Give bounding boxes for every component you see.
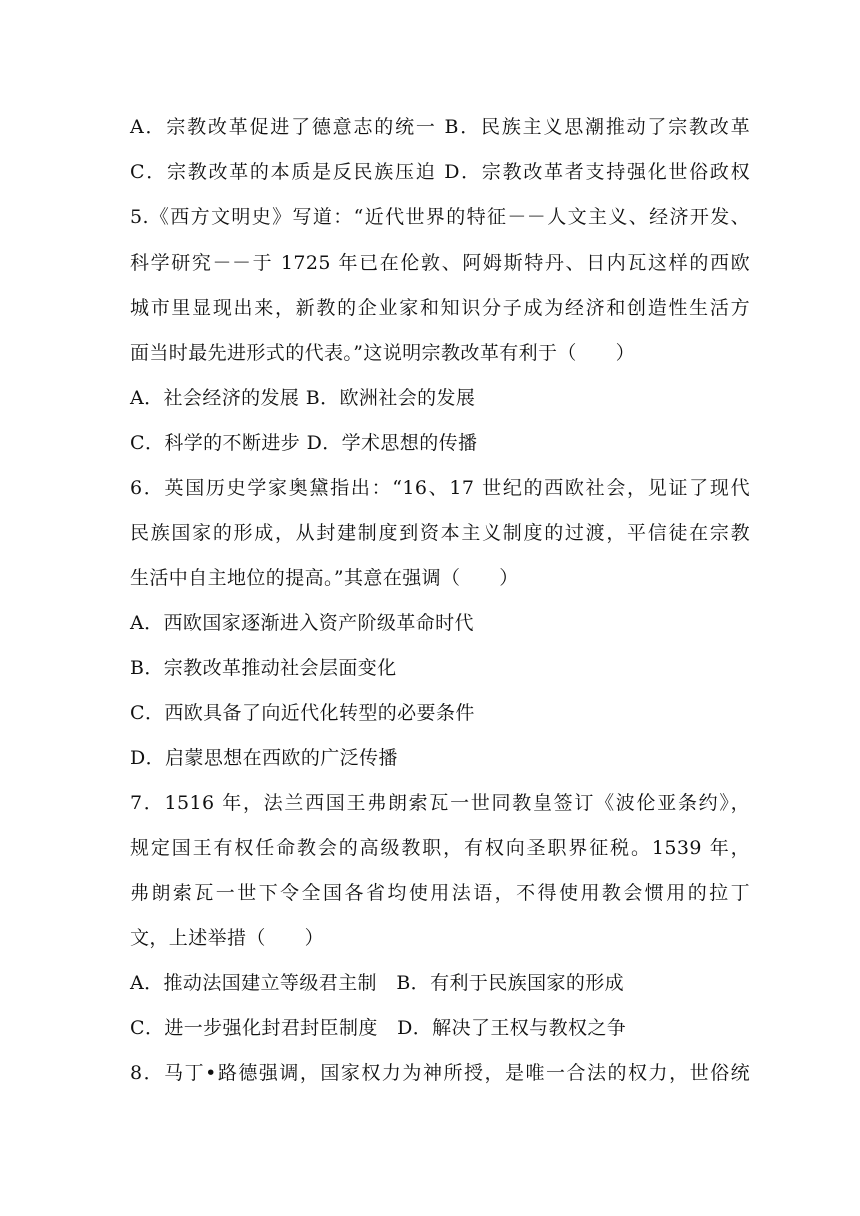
q6-option-c: C．西欧具备了向近代化转型的必要条件 <box>130 702 475 724</box>
q5-stem-line-4: 面当时最先进形式的代表。”这说明宗教改革有利于（ ） <box>130 342 636 364</box>
q7-options-cd: C．进一步强化封君封臣制度 D．解决了王权与教权之争 <box>130 1017 627 1039</box>
q4-options-ab: A．宗教改革促进了德意志的统一 B．民族主义思潮推动了宗教改革 <box>130 116 750 138</box>
q7-stem-line-3: 弗朗索瓦一世下令全国各省均使用法语，不得使用教会惯用的拉丁 <box>130 882 750 904</box>
q5-stem-line-2: 科学研究－－于 1725 年已在伦敦、阿姆斯特丹、日内瓦这样的西欧 <box>130 252 750 274</box>
q5-options-ab: A．社会经济的发展 B．欧洲社会的发展 <box>130 387 476 409</box>
q6-option-b: B．宗教改革推动社会层面变化 <box>130 657 397 679</box>
q6-option-a: A．西欧国家逐渐进入资产阶级革命时代 <box>130 612 474 634</box>
q8-stem-line-1: 8．马丁•路德强调，国家权力为神所授，是唯一合法的权力，世俗统 <box>130 1062 750 1084</box>
q7-stem-line-1: 7．1516 年，法兰西国王弗朗索瓦一世同教皇签订《波伦亚条约》， <box>130 792 750 814</box>
q7-options-ab: A．推动法国建立等级君主制 B．有利于民族国家的形成 <box>130 972 625 994</box>
q7-stem-line-4: 文，上述举措（ ） <box>130 927 325 949</box>
q5-stem-line-1: 5.《西方文明史》写道：“近代世界的特征－－人文主义、经济开发、 <box>130 206 750 228</box>
q6-stem-line-1: 6．英国历史学家奥黛指出：“16、17 世纪的西欧社会，见证了现代 <box>130 477 750 499</box>
q6-option-d: D．启蒙思想在西欧的广泛传播 <box>130 747 398 769</box>
q6-stem-line-3: 生活中自主地位的提高。”其意在强调（ ） <box>130 567 519 589</box>
q6-stem-line-2: 民族国家的形成，从封建制度到资本主义制度的过渡，平信徒在宗教 <box>130 522 750 544</box>
q7-stem-line-2: 规定国王有权任命教会的高级教职，有权向圣职界征税。1539 年， <box>130 837 750 859</box>
q4-options-cd: C．宗教改革的本质是反民族压迫 D．宗教改革者支持强化世俗政权 <box>130 161 750 183</box>
q5-stem-line-3: 城市里显现出来，新教的企业家和知识分子成为经济和创造性生活方 <box>130 297 750 319</box>
q5-options-cd: C．科学的不断进步 D．学术思想的传播 <box>130 432 478 454</box>
